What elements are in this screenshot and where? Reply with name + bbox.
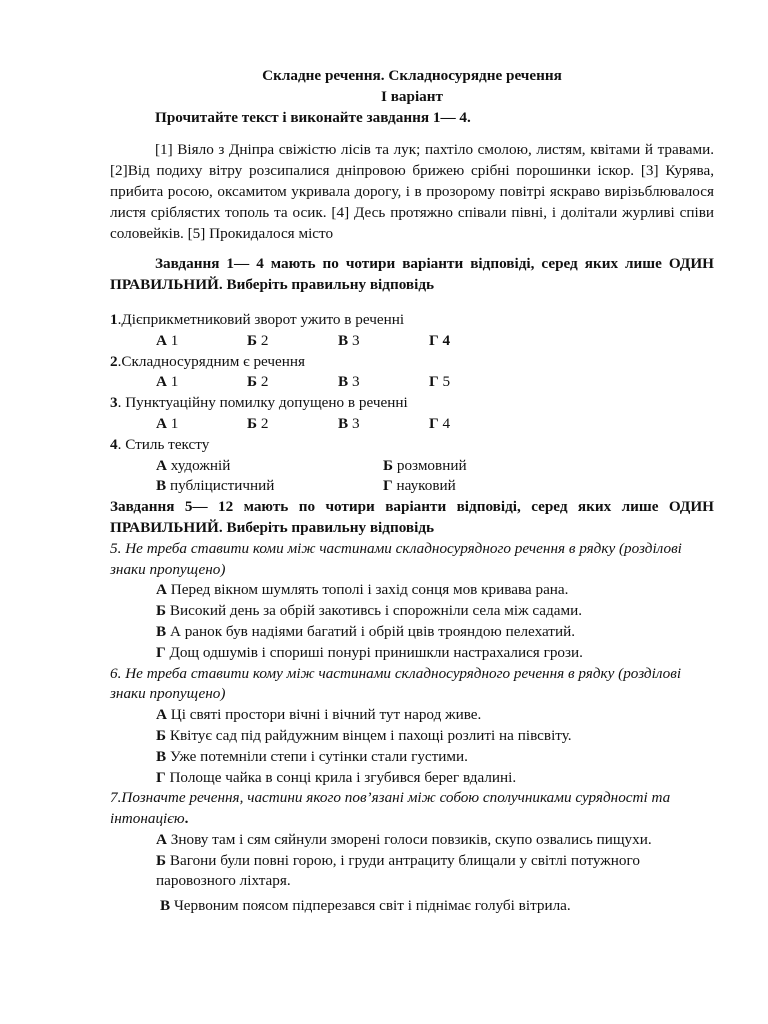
question-3: 3. Пунктуаційну помилку допущено в реченні bbox=[110, 394, 408, 412]
option: А художній bbox=[156, 456, 231, 474]
question-2: 2.Складносурядним є речення bbox=[110, 352, 306, 370]
option: А 1 bbox=[156, 331, 179, 349]
option: В А ранок був надіями багатий і обрій цвів трояндою пелехатий. bbox=[156, 622, 575, 640]
section1-instruction: Завдання 1— 4 мають по чотири варіанти відповіді, серед яких лише ОДИН ПРАВИЛЬНИЙ. Виберіть правильну відповідь bbox=[110, 255, 714, 294]
question-5: 5. Не треба ставити коми між частинами складносурядного речення в рядку (розділові знаки пропущено) bbox=[110, 539, 682, 578]
option: Б 2 bbox=[247, 331, 269, 349]
variant-label: І варіант bbox=[381, 87, 443, 105]
option: Г 4 bbox=[429, 331, 451, 349]
option: А Знову там і сям сяйнули зморені голоси повзиків, скупо озвались пищухи. bbox=[156, 830, 652, 848]
option: А Ці святі простори вічні і вічний тут народ живе. bbox=[156, 706, 482, 724]
option: В Уже потемніли степи і сутінки стали густими. bbox=[156, 747, 468, 765]
document-body bbox=[110, 66, 714, 917]
question-3-options bbox=[110, 414, 714, 435]
question-1-options bbox=[110, 331, 714, 352]
option: Г Полоще чайка в сонці крила і згубився берег вдалині. bbox=[156, 768, 517, 786]
question-6: 6. Не треба ставити кому між частинами складносурядного речення в рядку (розділові знаки пропущено) bbox=[110, 664, 682, 703]
option: Г Дощ одшумів і спориші понурі принишкли настрахалися грози. bbox=[156, 643, 583, 661]
option: Б 2 bbox=[247, 414, 269, 432]
option: Б 2 bbox=[247, 373, 269, 391]
option: Б Високий день за обрій закотивсь і спорожніли села між садами. bbox=[156, 602, 583, 620]
option: Б Квітує сад під райдужним вінцем і пахощі розлиті на півсвіту. bbox=[156, 726, 572, 744]
option: В 3 bbox=[338, 331, 360, 349]
option: Б розмовний bbox=[383, 456, 467, 474]
document-title: Складне речення. Складносурядне речення bbox=[262, 67, 562, 84]
option: А Перед вікном шумлять тополі і захід сонця мов кривава рана. bbox=[156, 581, 569, 599]
section2-instruction: Завдання 5— 12 мають по чотири варіанти відповіді, серед яких лише ОДИН ПРАВИЛЬНИЙ. Виберіть правильну відповідь bbox=[110, 498, 714, 536]
option: В 3 bbox=[338, 414, 360, 432]
option: В публіцистичний bbox=[156, 477, 275, 495]
question-2-options bbox=[110, 372, 714, 393]
question-7: 7.Позначте речення, частини якого пов’язані між собою сполучниками сурядності та інтонацією. bbox=[110, 789, 671, 828]
reading-text: [1] Віяло з Дніпра свіжістю лісів та лук; пахтіло смолою, листям, квітами й травами. [2]Від подиху вітру розсипалися дніпровою брижею срібні порошинки іскор. [3] Курява, прибита росою, оксамитом укривала дорогу, і в прозорому повітрі яскраво вирізьблювалося листя сріблястих тополь та осик. [4] Десь протяжно співали півні, і долітали журливі співи соловейків. [5] Прокидалося місто bbox=[110, 141, 714, 242]
question-1: 1.Дієприкметниковий зворот ужито в реченні bbox=[110, 310, 405, 328]
question-4: 4. Стиль тексту bbox=[110, 435, 210, 453]
option: В 3 bbox=[338, 373, 360, 391]
option: Б Вагони були повні горою, і груди антрациту блищали у світлі потужного паровозного ліхтаря. bbox=[156, 851, 640, 890]
question-4-options-row1 bbox=[110, 456, 714, 477]
option: А 1 bbox=[156, 414, 179, 432]
reading-instruction: Прочитайте текст і виконайте завдання 1— 4. bbox=[155, 108, 471, 126]
option: Г 5 bbox=[429, 373, 451, 391]
option: В Червоним поясом підперезався світ і піднімає голубі вітрила. bbox=[160, 897, 571, 915]
option: Г науковий bbox=[383, 477, 456, 495]
option: Г 4 bbox=[429, 414, 451, 432]
question-4-options-row2 bbox=[110, 476, 714, 497]
option: А 1 bbox=[156, 373, 179, 391]
